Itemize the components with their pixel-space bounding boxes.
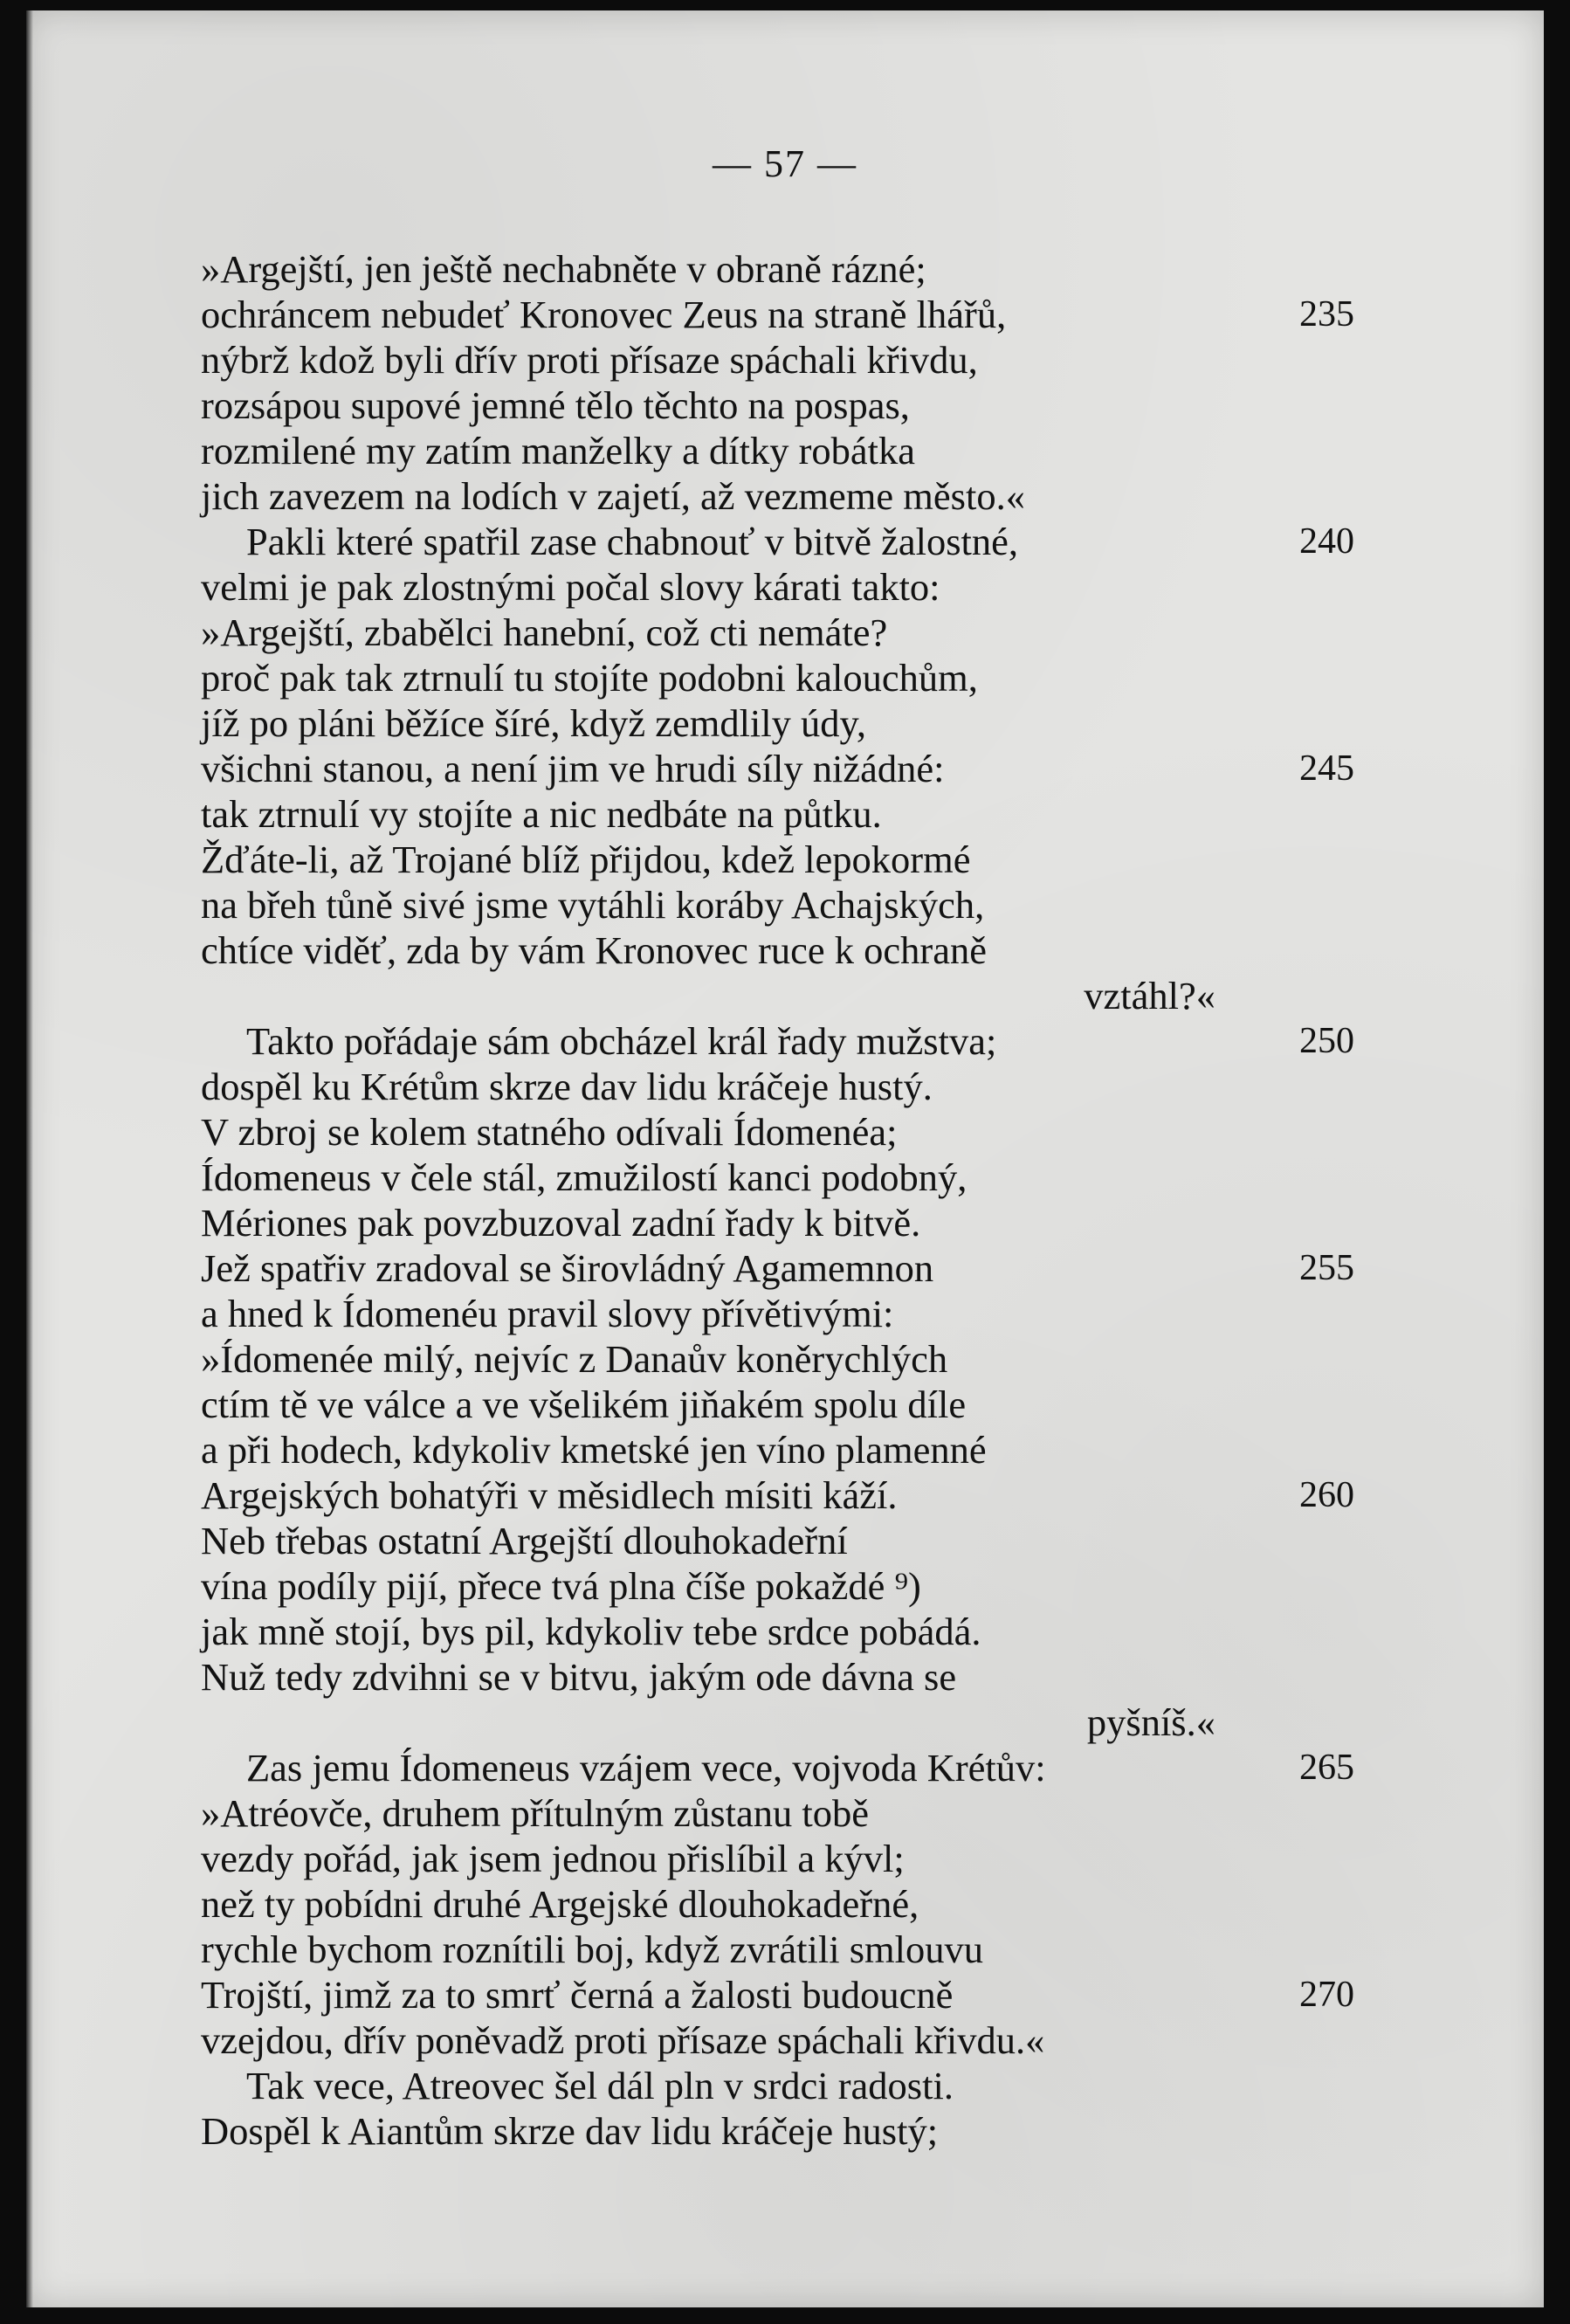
- verse-text: Neb třebas ostatní Argejští dlouhokadeřní: [201, 1519, 848, 1562]
- verse-text: Žďáte-li, až Trojané blíž přijdou, kdež lepokormé: [201, 838, 971, 881]
- verse-text: Takto pořádaje sám obcházel král řady mužstva;: [246, 1019, 997, 1063]
- verse-line: [201, 292, 1371, 337]
- verse-line: [201, 1291, 1371, 1336]
- verse-line: [201, 1609, 1371, 1654]
- verse-line: [201, 1972, 1371, 2017]
- verse-text: Tak vece, Atreovec šel dál pln v srdci radosti.: [246, 2064, 954, 2107]
- verse-line: [201, 973, 1371, 1018]
- verse-text: jich zavezem na lodích v zajetí, až vezmeme město.«: [201, 474, 1025, 518]
- verse-text: velmi je pak zlostnými počal slovy kárati takto:: [201, 565, 940, 609]
- line-number: 240: [1299, 521, 1354, 562]
- verse-text: rychle bychom roznítili boj, když zvrátili smlouvu: [201, 1927, 983, 1971]
- line-number: 235: [1299, 294, 1354, 334]
- book-page: [26, 10, 1544, 2307]
- verse-text: jíž po pláni běžíce šíré, když zemdlily údy,: [201, 701, 867, 745]
- verse-text: jak mně stojí, bys pil, kdykoliv tebe srdce pobádá.: [201, 1610, 981, 1653]
- verse-line: [201, 1382, 1371, 1427]
- verse-line: [201, 791, 1371, 837]
- verse-line: [201, 428, 1371, 473]
- verse-text: Pakli které spatřil zase chabnouť v bitvě žalostné,: [246, 520, 1019, 563]
- verse-line: [201, 746, 1371, 791]
- verse-line: [201, 1790, 1371, 1836]
- verse-line: [201, 564, 1371, 610]
- verse-line: [201, 1654, 1371, 1700]
- verse-line: [201, 2017, 1371, 2063]
- verse-text: Trojští, jimž za to smrť černá a žalosti budoucně: [201, 1973, 954, 2017]
- verse-text: vztáhl?«: [1084, 974, 1215, 1017]
- line-number: 260: [1299, 1475, 1354, 1515]
- verse-line: [201, 655, 1371, 700]
- verse-text: ochráncem nebudeť Kronovec Zeus na straně lhářů,: [201, 293, 1007, 336]
- verse-text: všichni stanou, a není jim ve hrudi síly nižádné:: [201, 747, 945, 790]
- verse-line: [201, 882, 1371, 928]
- verse-text: vezdy pořád, jak jsem jednou přislíbil a kývl;: [201, 1837, 905, 1880]
- verse-line: [201, 1881, 1371, 1927]
- verse-line: [201, 1155, 1371, 1200]
- verse-text: pyšníš.«: [1086, 1700, 1215, 1744]
- verse-line: [201, 1200, 1371, 1245]
- verse-text: než ty pobídni druhé Argejské dlouhokadeřné,: [201, 1882, 919, 1926]
- verse-line: [201, 1245, 1371, 1291]
- verse-line: [201, 473, 1371, 519]
- verse-line: [201, 1700, 1371, 1745]
- verse-text: Zas jemu Ídomeneus vzájem vece, vojvoda Krétův:: [246, 1746, 1046, 1790]
- verse-text: Mériones pak povzbuzoval zadní řady k bitvě.: [201, 1201, 921, 1245]
- verse-text: V zbroj se kolem statného odívali Ídomenéa;: [201, 1110, 898, 1154]
- verse-text: Dospěl k Aiantům skrze dav lidu kráčeje hustý;: [201, 2109, 939, 2153]
- verse-line: [201, 928, 1371, 973]
- verse-line: [201, 1745, 1371, 1790]
- verse-text: tak ztrnulí vy stojíte a nic nedbáte na půtku.: [201, 792, 882, 836]
- verse-line: [201, 1427, 1371, 1472]
- verse-text: chtíce viděť, zda by vám Kronovec ruce k ochraně: [201, 928, 987, 972]
- line-number: 250: [1299, 1021, 1354, 1061]
- verse-text: »Ídomenée milý, nejvíc z Danaův koněrychlých: [201, 1337, 948, 1381]
- verse-text: vína podíly pijí, přece tvá plna číše pokaždé ⁹): [201, 1564, 921, 1608]
- poem-text: [201, 246, 1371, 2154]
- verse-line: [201, 1109, 1371, 1155]
- page-number: — 57 —: [713, 142, 857, 185]
- verse-text: dospěl ku Krétům skrze dav lidu kráčeje hustý.: [201, 1065, 933, 1108]
- verse-line: [201, 519, 1371, 564]
- verse-text: rozsápou supové jemné tělo těchto na pospas,: [201, 383, 910, 427]
- verse-text: »Argejští, zbabělci hanební, což cti nemáte?: [201, 610, 888, 654]
- verse-line: [201, 1472, 1371, 1518]
- verse-text: Jež spatřiv zradoval se širovládný Agamemnon: [201, 1246, 934, 1290]
- verse-line: [201, 2063, 1371, 2108]
- verse-line: [201, 1563, 1371, 1609]
- verse-line: [201, 1064, 1371, 1109]
- verse-text: »Atréovče, druhem přítulným zůstanu tobě: [201, 1791, 869, 1835]
- verse-line: [201, 837, 1371, 882]
- line-number: 255: [1299, 1248, 1354, 1288]
- verse-line: [201, 1927, 1371, 1972]
- verse-text: na břeh tůně sivé jsme vytáhli koráby Achajských,: [201, 883, 985, 927]
- verse-text: rozmilené my zatím manželky a dítky robátka: [201, 429, 916, 472]
- verse-line: [201, 700, 1371, 746]
- verse-line: [201, 610, 1371, 655]
- verse-text: Argejských bohatýři v měsidlech mísiti káží.: [201, 1473, 898, 1517]
- line-number: 265: [1299, 1748, 1354, 1788]
- verse-text: proč pak tak ztrnulí tu stojíte podobni kalouchům,: [201, 656, 978, 700]
- verse-line: [201, 1836, 1371, 1881]
- verse-text: nýbrž kdož byli dřív proti přísaze spáchali křivdu,: [201, 338, 978, 382]
- verse-line: [201, 1018, 1371, 1064]
- verse-text: »Argejští, jen ještě nechabněte v obraně rázné;: [201, 247, 926, 291]
- page-edge-shadow: [26, 10, 33, 2307]
- verse-text: a hned k Ídomenéu pravil slovy přívětivými:: [201, 1292, 894, 1335]
- verse-text: ctím tě ve válce a ve všelikém jiňakém spolu díle: [201, 1383, 967, 1426]
- verse-text: a při hodech, kdykoliv kmetské jen víno plamenné: [201, 1428, 987, 1472]
- verse-text: vzejdou, dřív poněvadž proti přísaze spáchali křivdu.«: [201, 2018, 1045, 2062]
- verse-line: [201, 2108, 1371, 2154]
- verse-line: [201, 383, 1371, 428]
- verse-text: Nuž tedy zdvihni se v bitvu, jakým ode dávna se: [201, 1655, 957, 1699]
- verse-line: [201, 1518, 1371, 1563]
- verse-line: [201, 246, 1371, 292]
- line-number: 270: [1299, 1975, 1354, 2015]
- verse-line: [201, 337, 1371, 383]
- verse-line: [201, 1336, 1371, 1382]
- verse-text: Ídomeneus v čele stál, zmužilostí kanci podobný,: [201, 1155, 967, 1199]
- line-number: 245: [1299, 748, 1354, 789]
